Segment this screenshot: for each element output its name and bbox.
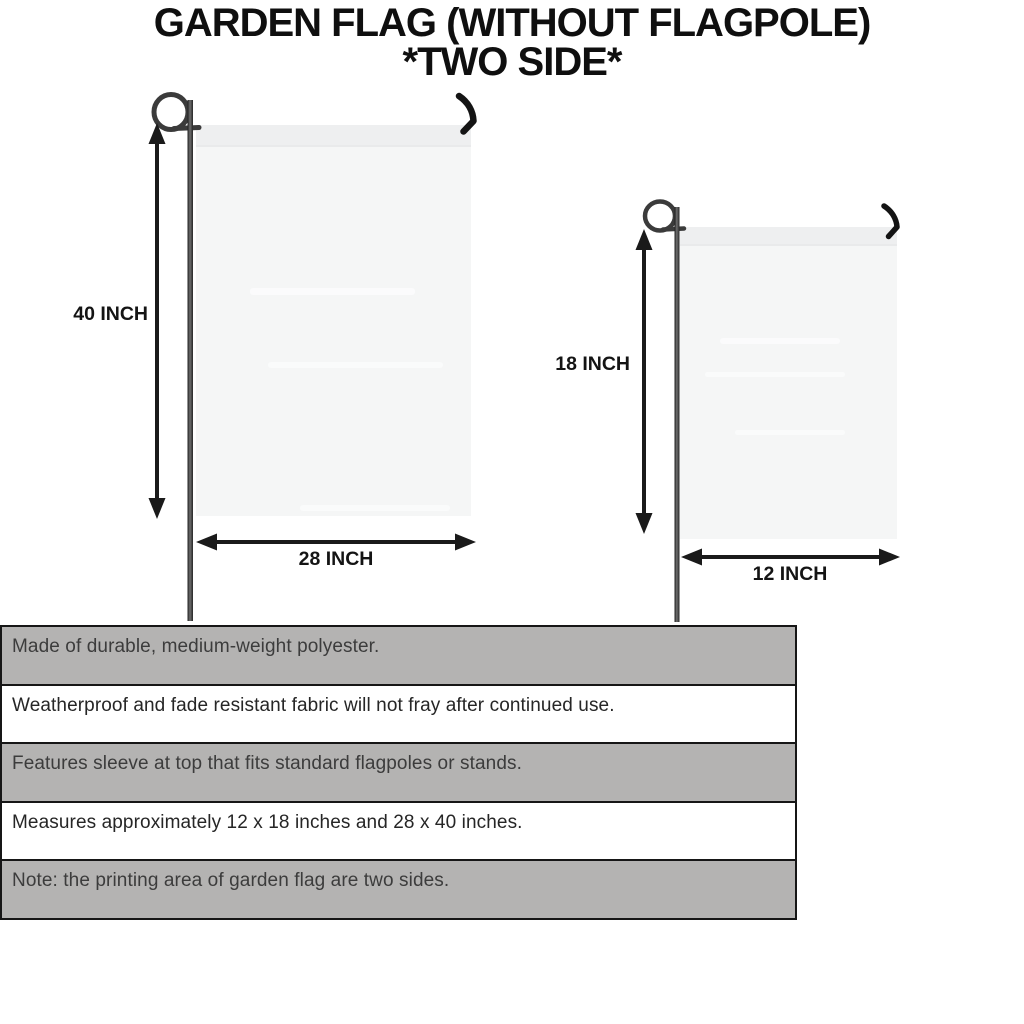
feature-text: Measures approximately 12 x 18 inches and 28 x 40 inches. [12, 811, 523, 833]
table-row [2, 859, 795, 918]
feature-text: Features sleeve at top that fits standard flagpoles or stands. [12, 753, 522, 775]
feature-text: Weatherproof and fade resistant fabric will not fray after continued use. [12, 694, 615, 716]
page-title-line1: GARDEN FLAG (WITHOUT FLAGPOLE) [153, 1, 871, 45]
large-flag-diagram [149, 95, 477, 622]
small-height-arrow [636, 229, 653, 534]
feature-text: Note: the printing area of garden flag are two sides. [12, 870, 450, 892]
table-row [2, 742, 795, 801]
small-flag-width-label: 12 INCH [752, 563, 828, 585]
small-pole-loop-icon [645, 202, 675, 231]
table-row [2, 801, 795, 860]
page-title-line2: *TWO SIDE* [402, 40, 622, 84]
small-flag-sleeve [680, 227, 897, 244]
large-flag-sleeve [196, 125, 471, 145]
large-flag-panel [196, 125, 471, 516]
table-row [2, 627, 795, 684]
small-flag-panel [680, 227, 897, 539]
large-pole-loop-icon [154, 95, 188, 130]
table-row [2, 684, 795, 743]
large-flag-width-label: 28 INCH [298, 548, 374, 570]
small-flagpole [675, 207, 680, 622]
large-flag-height-label: 40 INCH [73, 303, 148, 325]
features-table [0, 625, 797, 920]
large-flagpole [188, 100, 194, 621]
large-height-arrow [149, 123, 166, 519]
small-flag-diagram [636, 202, 901, 623]
feature-text: Made of durable, medium-weight polyester. [12, 636, 380, 657]
small-flag-height-label: 18 INCH [555, 353, 630, 375]
